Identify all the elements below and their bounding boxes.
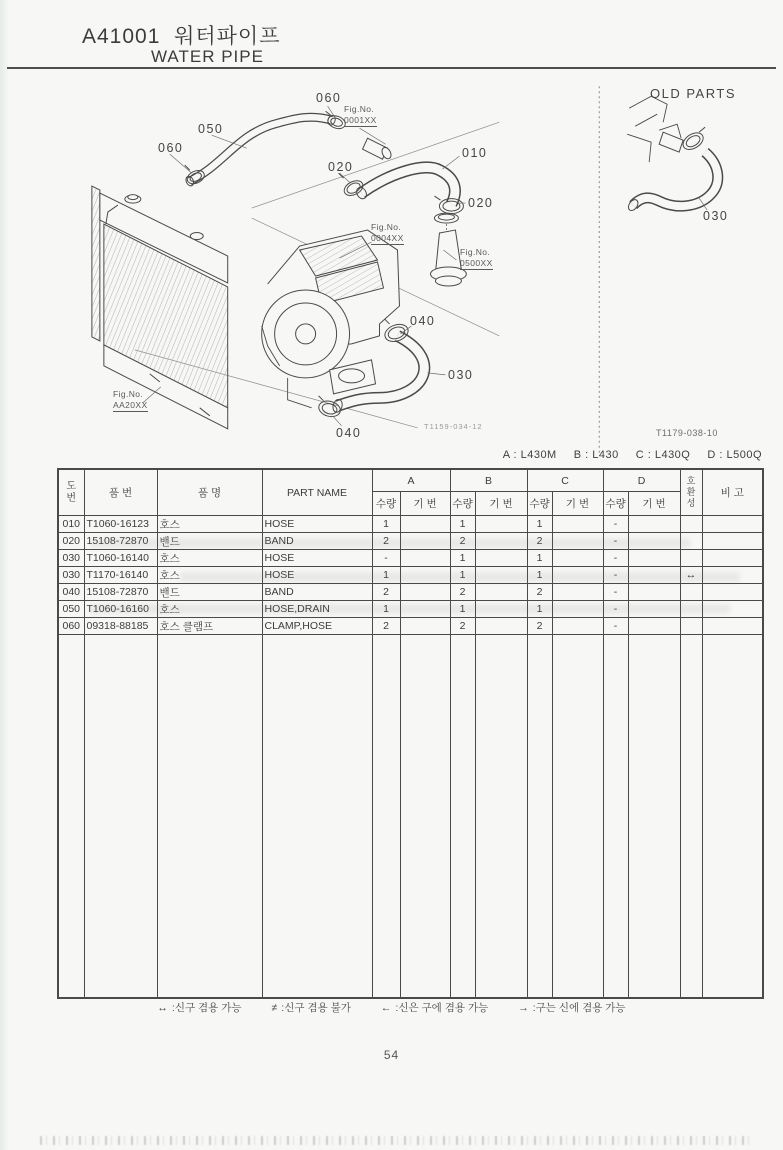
col-header-compatibility: 호 환 성 <box>680 469 702 516</box>
page-number: 54 <box>383 1048 400 1062</box>
page-title <box>82 20 281 50</box>
callout-060-top: 060 <box>316 91 342 105</box>
callout-030-hose: 030 <box>448 368 474 382</box>
compatibility-legend <box>0 1000 783 1015</box>
section-title-english: WATER PIPE <box>151 47 264 66</box>
table-row: 030 T1170-16140 호스 HOSE 1 1 1 - ↔ <box>58 567 763 584</box>
callout-050: 050 <box>198 122 224 136</box>
engine-drawing <box>262 230 400 408</box>
scan-bleed-artifact <box>90 538 690 548</box>
scan-bleed-artifact <box>90 604 730 614</box>
subheader-qty-c: 수량 <box>527 492 552 516</box>
table-row: 020 15108-72870 밴드 BAND 2 2 2 - <box>58 533 763 550</box>
fitting-0001xx-drawing <box>363 138 393 160</box>
subheader-qty-b: 수량 <box>450 492 475 516</box>
legend-item: ≠ :신구 겸용 불가 <box>271 1002 351 1014</box>
callout-060-left: 060 <box>158 141 184 155</box>
legend-item: ↔ :신구 겸용 가능 <box>157 1002 242 1014</box>
table-row: 060 09318-88185 호스 클램프 CLAMP,HOSE 2 2 2 - <box>58 618 763 635</box>
subheader-qty-d: 수량 <box>603 492 628 516</box>
subheader-serial-a: 기 번 <box>400 492 450 516</box>
diagram-drawing-number: T1159-034-12 <box>424 422 483 431</box>
subheader-serial-b: 기 번 <box>475 492 527 516</box>
model-d: D : L500Q <box>707 449 762 461</box>
fig-ref-0004xx: Fig.No. 0004XX <box>371 222 404 245</box>
section-title-korean: 워터파이프 <box>174 25 281 48</box>
table-row: 040 15108-72870 밴드 BAND 2 2 2 - <box>58 584 763 601</box>
fig-ref-0500xx: Fig.No. 0500XX <box>460 247 493 270</box>
callout-010: 010 <box>462 146 488 160</box>
col-header-remarks: 비 고 <box>702 469 763 516</box>
table-row: 010 T1060-16123 호스 HOSE 1 1 1 - <box>58 516 763 533</box>
subheader-serial-c: 기 번 <box>552 492 603 516</box>
table-row: 030 T1060-16140 호스 HOSE - 1 1 - <box>58 550 763 567</box>
parts-diagram <box>0 78 783 462</box>
legend-item: ← :신은 구에 겸용 가능 <box>380 1002 489 1014</box>
fig-ref-aa20xx: Fig.No. AA20XX <box>113 389 148 412</box>
callout-040-engine: 040 <box>410 314 436 328</box>
scan-bleed-artifact <box>180 572 740 582</box>
callout-030-old: 030 <box>703 209 729 223</box>
callout-020-right: 020 <box>468 196 494 210</box>
compatibility-symbol: ↔ <box>680 567 702 584</box>
col-header-model-d: D <box>603 469 680 492</box>
subheader-serial-d: 기 번 <box>628 492 680 516</box>
hose-010-drawing <box>355 168 455 205</box>
model-applicability-line <box>503 449 762 461</box>
fig-ref-0001xx: Fig.No. 0001XX <box>344 104 377 127</box>
col-header-model-a: A <box>372 469 450 492</box>
old-parts-title: OLD PARTS <box>650 86 736 101</box>
col-header-part-no: 품 번 <box>84 469 157 516</box>
col-header-name-korean: 품 명 <box>157 469 262 516</box>
col-header-fig-no: 도 번 <box>58 469 84 516</box>
col-header-model-b: B <box>450 469 527 492</box>
table-empty-space <box>58 635 763 999</box>
scan-noise-strip <box>40 1136 750 1145</box>
table-row: 050 T1060-16160 호스 HOSE,DRAIN 1 1 1 - <box>58 601 763 618</box>
model-b: B : L430 <box>573 449 619 461</box>
section-code: A41001 <box>82 25 161 48</box>
legend-item: → :구는 신에 겸용 가능 <box>518 1002 626 1014</box>
model-a: A : L430M <box>502 449 557 461</box>
col-header-part-name: PART NAME <box>262 469 372 516</box>
old-parts-drawing <box>626 96 717 212</box>
title-divider <box>7 67 776 69</box>
model-c: C : L430Q <box>635 449 691 461</box>
callout-040-lower: 040 <box>336 426 362 440</box>
subheader-qty-a: 수량 <box>372 492 400 516</box>
old-parts-reference-number: T1179-038-10 <box>656 428 718 438</box>
col-header-model-c: C <box>527 469 603 492</box>
callout-020-mid: 020 <box>328 160 354 174</box>
